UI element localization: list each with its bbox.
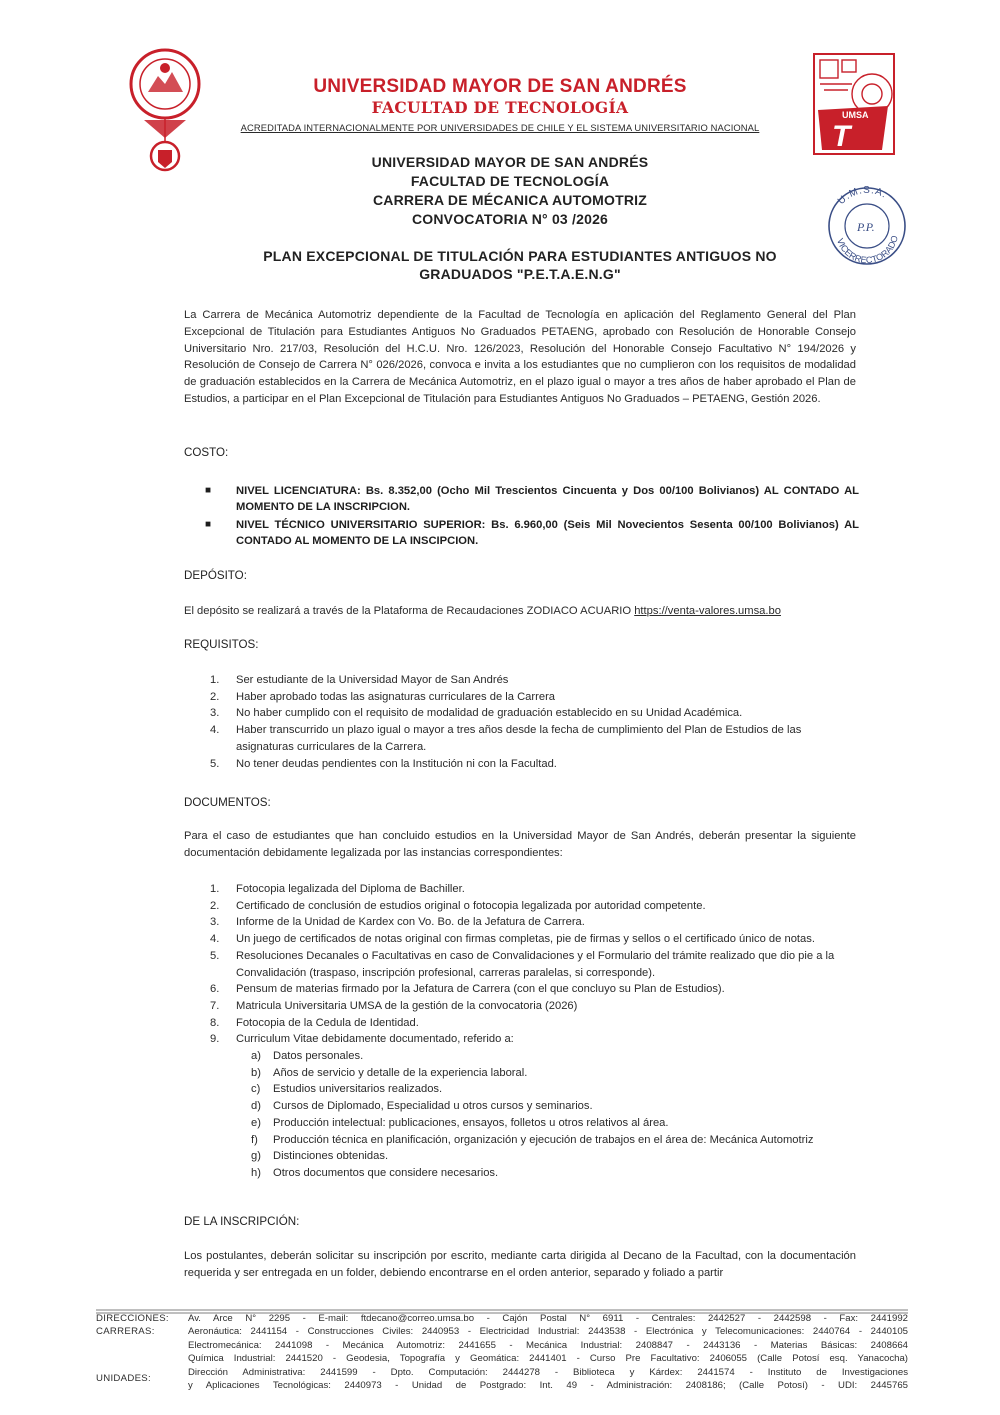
list-item: a) Datos personales.	[251, 1050, 364, 1063]
documentos-heading: DOCUMENTOS:	[184, 796, 271, 809]
heading-faculty: FACULTAD DE TECNOLOGÍA	[410, 173, 610, 189]
list-item: 7. Matricula Universitaria UMSA de la gestión de la convocatoria (2026)	[210, 999, 578, 1012]
footer-label-carreras: CARRERAS:	[96, 1326, 155, 1338]
list-item: 4. Haber transcurrido un plazo igual o mayor a tres años desde la fecha de cumplimiento del Plan de Estudios de las asignaturas curriculares de la Carrera.	[210, 724, 802, 753]
list-item: 1. Fotocopia legalizada del Diploma de Bachiller.	[210, 883, 465, 895]
deposit-link[interactable]: https://venta-valores.umsa.bo	[634, 605, 781, 617]
svg-text:VICERRECTORADO	[835, 234, 900, 265]
stamp-center-text: P.P.	[857, 220, 875, 234]
faculty-logo-text: UMSA	[842, 110, 869, 120]
footer	[96, 1312, 908, 1394]
costo-heading: COSTO:	[184, 446, 229, 459]
footer-label-unidades: UNIDADES:	[96, 1373, 151, 1384]
cv-sublist	[236, 1048, 858, 1182]
heading-career: CARRERA DE MÉCANICA AUTOMOTRIZ	[372, 192, 648, 208]
footer-line: Av. Arce N° 2295 - E-mail: ftdecano@correo.umsa.bo - Cajón Postal N° 6911 - Centrales: 2442527 - 2442598 - Fax: 2441992	[188, 1313, 908, 1324]
stamp-bottom-text: VICERRECTORADO	[834, 234, 900, 266]
list-item: g) Distinciones obtenidas.	[251, 1150, 389, 1163]
list-item: 2. Certificado de conclusión de estudios original o fotocopia legalizada por autoridad competente.	[210, 899, 706, 912]
footer-line: Electromecánica: 2441098 - Mecánica Automotriz: 2441655 - Mecánica Industrial: 2408847 - 2443136 - Materias Básicas: 2408664	[188, 1339, 908, 1351]
inscripcion-heading: DE LA INSCRIPCIÓN:	[184, 1215, 300, 1228]
intro-paragraph: La Carrera de Mecánica Automotriz dependiente de la Facultad de Tecnología en aplicación del Reglamento General del Plan Excepcional de Titulación para Estudiantes Antiguos No Graduados PETAENG, aprobado con Resolución de Honorable Consejo Universitario Nro. 217/03, Resolución del H.C.U. Nro. 126/2023, Resolución del Honorable Consejo Facultativo N° 194/2026 y Resolución de Consejo de Carrera N° 026/2026, convoca e invita a los estudiantes que no cumplieron con los requisitos de modalidad de graduación establecidos en la Carrera de Mecánica Automotriz, en el plazo igual o mayor a tres años de haber aprobado el Plan de Estudios, a participar en el Plan Excepcional de Titulación para Estudiantes Antiguos No Graduados – PETAENG, Gestión 2026.	[184, 309, 856, 405]
list-item: f) Producción técnica en planificación, organización y ejecución de trabajos en el área de: Mecánica Automotriz	[251, 1133, 814, 1146]
stamp-top-text: U.M.S.A.	[835, 184, 890, 207]
list-item: 3. Informe de la Unidad de Kardex con Vo. Bo. de la Jefatura de Carrera.	[210, 916, 585, 929]
plan-title-line1: PLAN EXCEPCIONAL DE TITULACIÓN PARA ESTUDIANTES ANTIGUOS NO	[263, 248, 777, 264]
list-item: ■ NIVEL LICENCIATURA: Bs. 8.352,00 (Ocho Mil Trescientos Cincuenta y Dos 00/100 Bolivianos) AL CONTADO AL MOMENTO DE LA INSCRIPCION.	[205, 485, 859, 513]
list-item: 2. Haber aprobado todas las asignaturas curriculares de la Carrera	[210, 690, 556, 703]
list-item: 1. Ser estudiante de la Universidad Mayor de San Andrés	[210, 674, 509, 686]
footer-divider	[96, 1302, 908, 1308]
documentos-intro: Para el caso de estudiantes que han concluido estudios en la Universidad Mayor de San Andrés, deberán presentar la siguiente documentación debidamente legalizada por las instancias correspondientes:	[184, 830, 856, 859]
faculty-logo-mark: T	[832, 120, 851, 153]
inscripcion-text: Los postulantes, deberán solicitar su inscripción por escrito, mediante carta dirigida al Decano de la Facultad, con la documentación requerida y ser entregada en un folder, debiendo encontrarse en el orden anterior, separado y foliado a partir	[184, 1250, 856, 1279]
plan-title	[210, 247, 830, 283]
list-item: 8. Fotocopia de la Cedula de Identidad.	[210, 1016, 419, 1029]
heading-university: UNIVERSIDAD MAYOR DE SAN ANDRÉS	[371, 154, 649, 170]
faculty-logo	[812, 52, 896, 156]
plan-title-line2: GRADUADOS "P.E.T.A.E.N.G"	[419, 266, 621, 282]
vicerrectorado-stamp	[822, 182, 912, 268]
footer-line: Química Industrial: 2441520 - Geodesia, Topografía y Geomática: 2441401 - Curso Pre Facultativo: 2406055 (Calle Potosí esq. Yanacocha)	[188, 1353, 908, 1365]
list-item: 6. Pensum de materias firmado por la Jefatura de Carrera (con el que concluyo su Plan de Estudios).	[210, 983, 725, 996]
deposito-text: El depósito se realizará a través de la Plataforma de Recaudaciones ZODIACO ACUARIO https://venta-valores.umsa.bo	[184, 605, 781, 617]
footer-label-direcciones: DIRECCIONES:	[96, 1313, 169, 1324]
list-item: 4. Un juego de certificados de notas original con firmas completas, pie de firmas y sellos o el certificado único de notas.	[210, 933, 815, 946]
university-seal	[128, 40, 202, 180]
list-item: 5. No tener deudas pendientes con la Institución ni con la Facultad.	[210, 757, 557, 770]
costo-list	[203, 483, 859, 550]
faculty-title: FACULTAD DE TECNOLOGÍA	[371, 98, 629, 117]
list-item: 9. Curriculum Vitae debidamente documentado, referido a: a) Datos personales. b) Años de servicio y detalle de la experiencia laboral. c) Estudios universitarios realizados. d) Cursos de Diplomado, Especialidad u otros cursos y seminarios. e) Producción intelectual: publicaciones, ensayos, folletos u otros relativos al área. f) Producción técnica en planificación, organización y ejecución de trabajos en el área de: Mecánica Automotriz g) Distinciones obtenidas. h) Otros documentos que considere necesarios.	[208, 1031, 858, 1181]
university-title: UNIVERSIDAD MAYOR DE SAN ANDRÉS	[313, 76, 687, 97]
list-item: 3. No haber cumplido con el requisito de modalidad de graduación establecido en su Unidad Académica.	[210, 707, 743, 720]
list-item: d) Cursos de Diplomado, Especialidad u otros cursos y seminarios.	[251, 1100, 593, 1113]
list-item: h) Otros documentos que considere necesarios.	[251, 1166, 499, 1179]
list-item: b) Años de servicio y detalle de la experiencia laboral.	[251, 1066, 528, 1079]
footer-line: Aeronáutica: 2441154 - Construcciones Civiles: 2440953 - Electricidad Industrial: 2443538 - Electrónica y Telecomunicaciones: 2440764 - 2440105	[188, 1326, 908, 1338]
list-item: c) Estudios universitarios realizados.	[251, 1083, 443, 1096]
list-item: e) Producción intelectual: publicaciones, ensayos, folletos u otros relativos al área.	[251, 1116, 669, 1129]
requisitos-heading: REQUISITOS:	[184, 638, 259, 651]
footer-line: y Aplicaciones Tecnológicas: 2440973 - Unidad de Postgrado: Int. 49 - Administración: 2408186; (Calle Potosí) - UDI: 2445765	[188, 1380, 908, 1391]
list-item: ■ NIVEL TÉCNICO UNIVERSITARIO SUPERIOR: Bs. 6.960,00 (Seis Mil Novecientos Sesenta 00/100 Bolivianos) AL CONTADO AL MOMENTO DE LA INSCIPCION.	[205, 518, 859, 547]
heading-call-number: CONVOCATORIA N° 03 /2026	[411, 211, 609, 227]
deposito-heading: DEPÓSITO:	[184, 569, 247, 582]
footer-line: Dirección Administrativa: 2441599 - Dpto. Computación: 2444278 - Biblioteca y Kárdex: 2441574 - Instituto de Investigaciones	[188, 1366, 908, 1378]
list-item: 5. Resoluciones Decanales o Facultativas en caso de Convalidaciones y el Formulario del trámite realizado que dio pie a la Convalidación (traspaso, inscripción profesional, carreras paralelas, si corresponde).	[210, 949, 835, 979]
requisitos-list	[208, 672, 858, 772]
documentos-list	[208, 881, 858, 1182]
accreditation-note: ACREDITADA INTERNACIONALMENTE POR UNIVERSIDADES DE CHILE Y EL SISTEMA UNIVERSITARIO NACIONAL	[240, 122, 760, 133]
